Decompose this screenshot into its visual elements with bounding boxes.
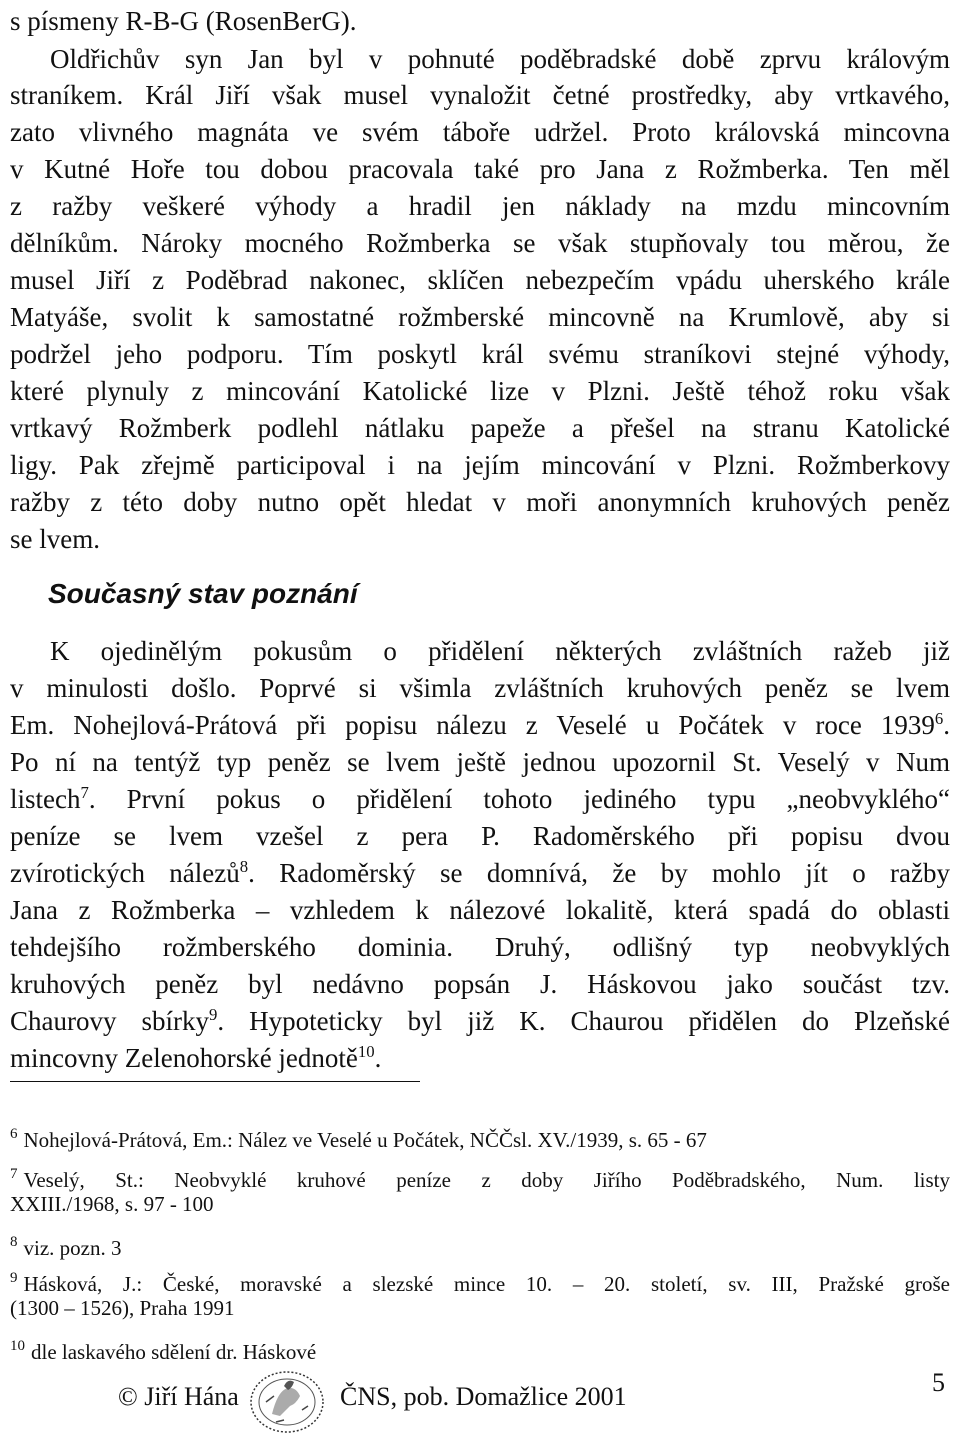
paragraph2-line-2: v minulosti došlo. Poprvé si všimla zvláštních kruhových peněz se lvem [10,673,950,703]
paragraph2-line-3-text: Em. Nohejlová-Prátová při popisu nálezu z Veselé u Počátek v roce 1939 [10,710,935,740]
footnote-text: Veselý, St.: Neobvyklé kruhové peníze z doby Jiřího Poděbradského, Num. listy [23,1168,950,1192]
footnote-9-cont: (1300 – 1526), Praha 1991 [10,1296,235,1320]
footnote-ref-9[interactable]: 9 [209,1004,218,1024]
paragraph2-line-5-text: listech [10,784,81,814]
footnote-10 [10,1330,950,1369]
page-footer [0,1368,960,1438]
footnote-number: 6 [10,1126,18,1142]
paragraph1-line-2: Oldřichův syn Jan byl v pohnuté poděbradské době zprvu královým [50,44,950,74]
footer-author: © Jiří Hána [118,1382,239,1411]
footnote-text: Nohejlová-Prátová, Em.: Nález ve Veselé u Počátek, NČČsl. XV./1939, s. 65 - 67 [23,1128,707,1152]
footnote-ref-8[interactable]: 8 [239,856,249,876]
paragraph1-line-12: vrtkavý Rožmberk podlehl nátlaku papeže a přešel na stranu Katolické [10,413,950,443]
footer-publisher: ČNS, pob. Domažlice 2001 [340,1382,627,1411]
paragraph2-line-1: K ojedinělým pokusům o přidělení některých zvláštních ražeb již [50,636,950,666]
paragraph2-line-11-end: . Hypoteticky byl již K. Chaurou přidělen do Plzeňské [217,1006,950,1036]
footnote-text: dle laskavého sdělení dr. Háskové [31,1340,317,1364]
paragraph2-line-12-text: mincovny Zelenohorské jednotě [10,1043,358,1073]
footnote-8 [10,1226,950,1265]
paragraph2-line-11-text: Chaurovy sbírky [10,1006,210,1036]
footnote-text: viz. pozn. 3 [23,1236,122,1260]
footnote-ref-7[interactable]: 7 [80,782,89,802]
paragraph2-line-7-end: . Radoměrský se domnívá, že by mohlo jít o ražby [248,858,950,888]
paragraph1-line-4: zato vlivného magnáta ve svém táboře udržel. Proto královská mincovna [10,117,950,147]
footnote-number: 10 [10,1338,25,1354]
paragraph2-line-12 [10,1039,950,1077]
footnote-ref-6[interactable]: 6 [934,708,944,728]
paragraph2-line-7 [10,854,950,892]
paragraph1-line-9: Matyáše, svolit k samostatné rožmberské mincovně na Krumlově, aby si [10,302,950,332]
paragraph1-line-15: se lvem. [10,524,100,554]
paragraph2-line-11 [10,1002,950,1040]
paragraph2-line-12-end: . [374,1043,382,1073]
paragraph2-line-5-end: . První pokus o přidělení tohoto jediného typu „neobvyklého“ [88,784,950,814]
paragraph2-line-5 [10,780,950,818]
seal-icon [244,1366,330,1434]
paragraph2-line-3-end: . [943,710,950,740]
paragraph1-line-14: ražby z této doby nutno opět hledat v moři anonymních kruhových peněz [10,487,950,517]
footnote-separator [10,1081,420,1082]
paragraph2-line-6: peníze se lvem vzešel z pera P. Radoměrského při popisu dvou [10,821,950,851]
footnote-number: 8 [10,1234,18,1250]
footnote-number: 7 [10,1166,18,1182]
paragraph1-line-7: dělníkům. Nároky mocného Rožmberka se však stupňovaly tou měrou, že [10,228,950,258]
paragraph1-line-1: s písmeny R-B-G (RosenBerG). [10,6,357,36]
footnote-6 [10,1118,950,1157]
paragraph1-line-3: straníkem. Král Jiří však musel vynaložit četné prostředky, aby vrtkavého, [10,80,950,110]
footnote-number: 9 [10,1270,18,1286]
paragraph2-line-7-text: zvírotických nálezů [10,858,240,888]
paragraph1-line-10: podržel jeho podporu. Tím poskytl král svému straníkovi stejné výhody, [10,339,950,369]
paragraph1-line-8: musel Jiří z Poděbrad nakonec, sklíčen nebezpečím vpádu uherského krále [10,265,950,295]
paragraph1-line-11: které plynuly z mincování Katolické lize v Plzni. Ještě téhož roku však [10,376,950,406]
paragraph1-line-5: v Kutné Hoře tou dobou pracovala také pro Jana z Rožmberka. Ten měl [10,154,950,184]
page-number: 5 [932,1368,945,1397]
section-heading: Současný stav poznání [48,578,358,609]
paragraph1-line-13: ligy. Pak zřejmě participoval i na jejím mincování v Plzni. Rožmberkovy [10,450,950,480]
paragraph2-line-10: kruhových peněz byl nedávno popsán J. Háskovou jako součást tzv. [10,969,950,999]
paragraph2-line-4: Po ní na tentýž typ peněz se lvem ještě jednou upozornil St. Veselý v Num [10,747,950,777]
footnote-ref-10[interactable]: 10 [357,1041,375,1061]
footnote-text: Hásková, J.: České, moravské a slezské mince 10. – 20. století, sv. III, Pražské groše [23,1272,950,1296]
paragraph1-line-6: z ražby veškeré výhody a hradil jen náklady na mzdu mincovním [10,191,950,221]
footnote-7-cont: XXIII./1968, s. 97 - 100 [10,1192,214,1216]
paragraph2-line-3 [10,706,950,744]
paragraph2-line-9: tehdejšího rožmberského dominia. Druhý, odlišný typ neobvyklých [10,932,950,962]
paragraph2-line-8: Jana z Rožmberka – vzhledem k nálezové lokalitě, která spadá do oblasti [10,895,950,925]
